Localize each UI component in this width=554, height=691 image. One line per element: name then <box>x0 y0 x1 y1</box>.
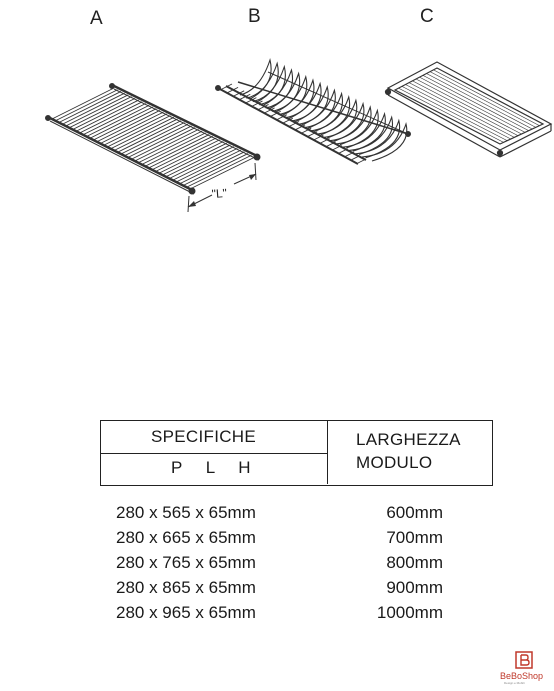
row-dimensions: 280 x 765 x 65mm <box>116 553 256 572</box>
module-width-header-line2: MODULO <box>356 453 433 472</box>
spec-rows <box>0 503 554 628</box>
logo-brand-name: BeBoShop <box>500 671 544 681</box>
spec-column-letters: P L H <box>171 458 252 477</box>
spec-table <box>100 420 493 486</box>
drawing-b-dish-rack <box>216 60 411 164</box>
logo-mark-icon <box>515 651 533 669</box>
row-dimensions: 280 x 665 x 65mm <box>116 528 256 547</box>
row-module-width: 600mm <box>386 503 443 522</box>
spec-row <box>0 503 554 528</box>
spec-left-header <box>101 421 327 454</box>
row-module-width: 1000mm <box>376 603 443 622</box>
row-dimensions: 280 x 965 x 65mm <box>116 603 256 622</box>
letter-b: B <box>248 6 261 27</box>
spec-row <box>0 578 554 603</box>
spec-row <box>0 603 554 628</box>
drawing-c-tray <box>386 62 552 157</box>
brand-logo <box>500 647 554 691</box>
row-module-width: 700mm <box>386 528 443 547</box>
dimension-label-l: "L" <box>211 185 228 201</box>
row-module-width: 800mm <box>386 553 443 572</box>
module-width-header-line1: LARGHEZZA <box>356 430 461 449</box>
product-drawings <box>0 0 554 260</box>
letter-c: C <box>420 6 434 27</box>
row-dimensions: 280 x 565 x 65mm <box>116 503 256 522</box>
row-module-width: 900mm <box>386 578 443 597</box>
drawing-a-flat-rack <box>46 84 261 213</box>
logo-tagline: Design e Mobili <box>504 681 525 685</box>
spec-row <box>0 528 554 553</box>
spec-left-column <box>101 421 328 484</box>
spec-title: SPECIFICHE <box>151 427 257 446</box>
letter-a: A <box>90 8 103 29</box>
row-dimensions: 280 x 865 x 65mm <box>116 578 256 597</box>
spec-row <box>0 553 554 578</box>
